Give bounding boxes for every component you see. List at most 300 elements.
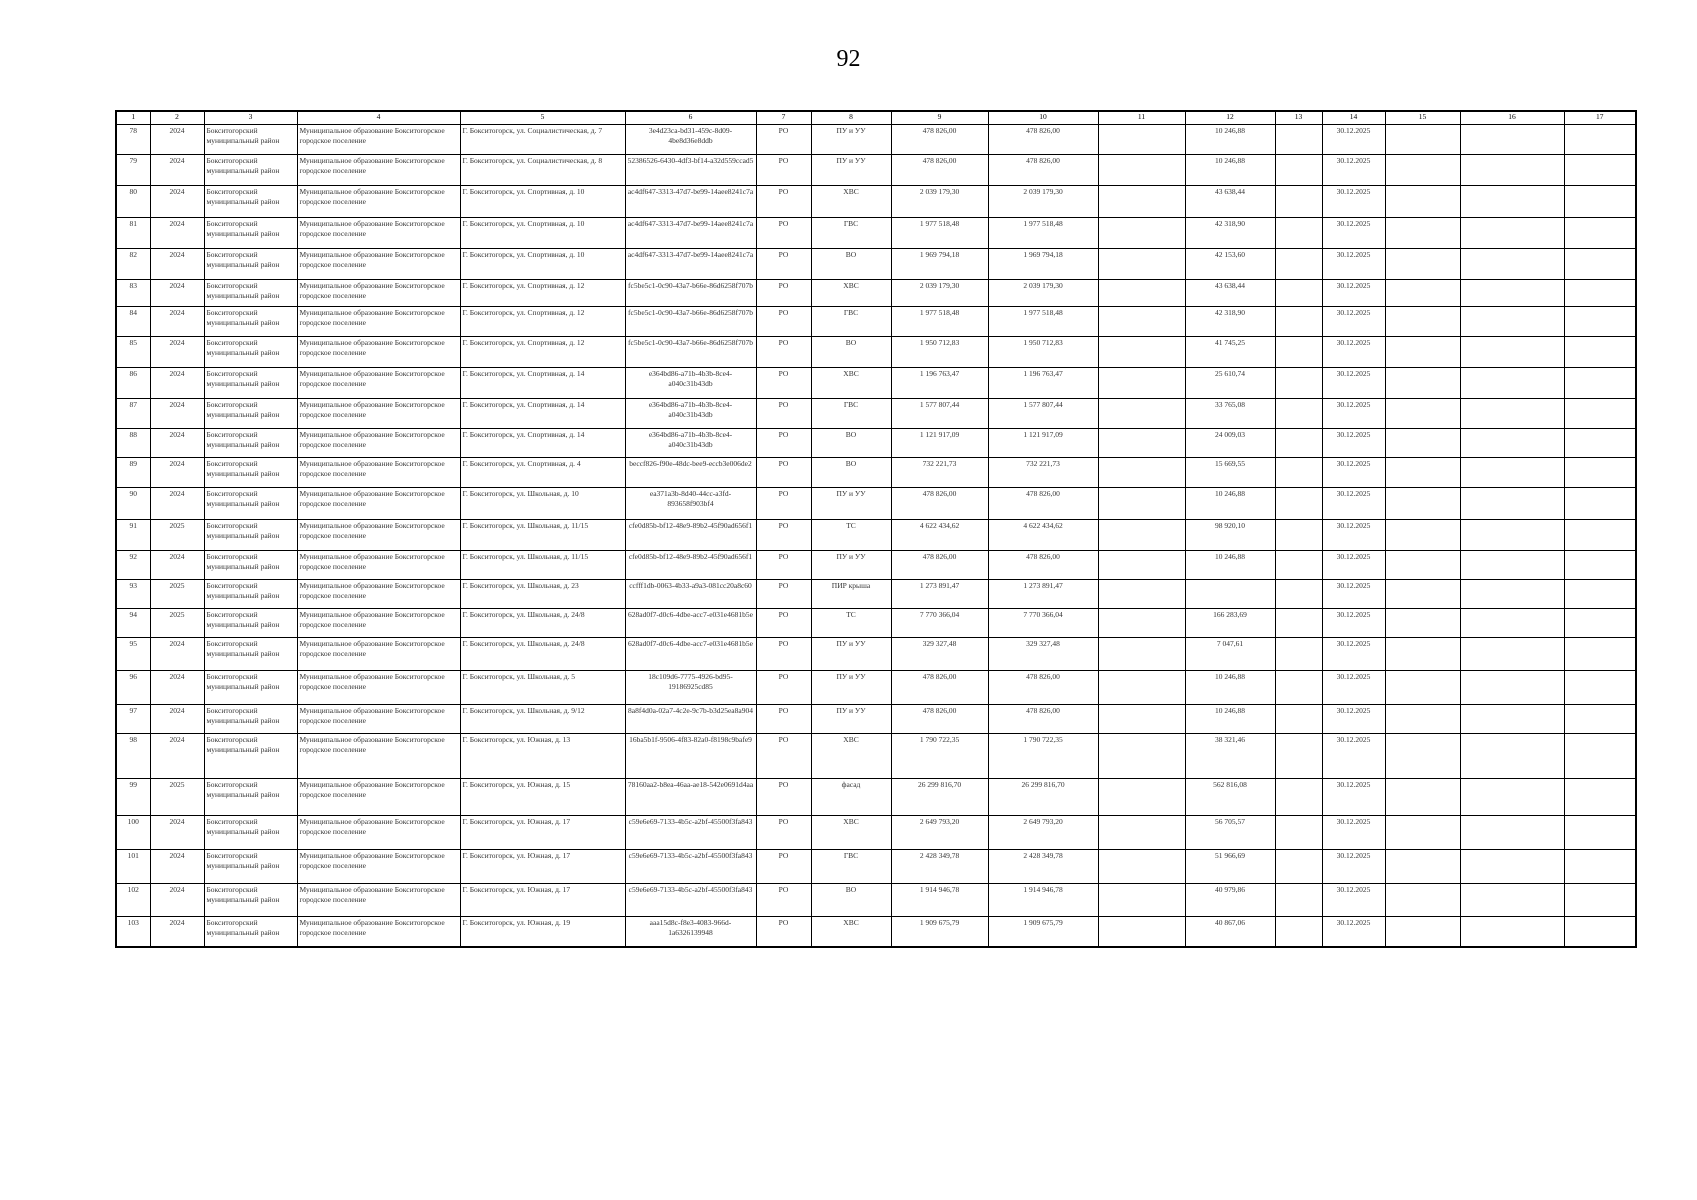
cell-operator: РО: [756, 520, 811, 551]
cell-col-13: [1275, 638, 1322, 671]
cell-fund-cost: 478 826,00: [988, 551, 1098, 580]
cell-col-16: [1460, 917, 1564, 947]
cell-row-number: 85: [116, 337, 150, 368]
cell-col-16: [1460, 520, 1564, 551]
cell-col-11: [1098, 458, 1185, 488]
cell-col-17: [1564, 705, 1636, 734]
cell-row-number: 82: [116, 249, 150, 280]
cell-house-guid: 52386526-6430-4df3-bf14-a32d559ccad5: [625, 155, 756, 186]
cell-col-15: [1385, 917, 1460, 947]
column-header-9: 9: [891, 111, 988, 125]
cell-col-12: 7 047,61: [1185, 638, 1275, 671]
cell-address: Г. Бокситогорск, ул. Южная, д. 17: [460, 850, 625, 884]
cell-col-11: [1098, 884, 1185, 917]
cell-district: Бокситогорский муниципальный район: [204, 186, 297, 218]
cell-year: 2024: [150, 186, 204, 218]
cell-year: 2024: [150, 458, 204, 488]
cell-deadline: 30.12.2025: [1322, 520, 1385, 551]
cell-row-number: 103: [116, 917, 150, 947]
cell-municipality: Муниципальное образование Бокситогорское городское поселение: [297, 609, 460, 638]
cell-address: Г. Бокситогорск, ул. Спортивная, д. 14: [460, 399, 625, 429]
cell-row-number: 86: [116, 368, 150, 399]
cell-total-cost: 478 826,00: [891, 488, 988, 520]
cell-operator: РО: [756, 249, 811, 280]
cell-year: 2024: [150, 155, 204, 186]
table-row: [116, 705, 1636, 734]
cell-total-cost: 26 299 816,70: [891, 779, 988, 816]
cell-municipality: Муниципальное образование Бокситогорское городское поселение: [297, 580, 460, 609]
cell-year: 2025: [150, 520, 204, 551]
cell-col-12: 41 745,25: [1185, 337, 1275, 368]
cell-work-type: ВО: [811, 337, 891, 368]
cell-house-guid: 8a8f4d0a-02a7-4c2e-9c7b-b3d25ea8a904: [625, 705, 756, 734]
cell-year: 2024: [150, 816, 204, 850]
cell-col-13: [1275, 218, 1322, 249]
cell-fund-cost: 1 196 763,47: [988, 368, 1098, 399]
cell-total-cost: 1 914 946,78: [891, 884, 988, 917]
cell-col-15: [1385, 337, 1460, 368]
cell-col-12: 40 867,06: [1185, 917, 1275, 947]
cell-col-13: [1275, 816, 1322, 850]
cell-operator: РО: [756, 458, 811, 488]
cell-col-12: 10 246,88: [1185, 488, 1275, 520]
cell-year: 2024: [150, 917, 204, 947]
column-header-12: 12: [1185, 111, 1275, 125]
cell-col-15: [1385, 280, 1460, 307]
cell-municipality: Муниципальное образование Бокситогорское городское поселение: [297, 917, 460, 947]
cell-col-17: [1564, 280, 1636, 307]
cell-col-16: [1460, 850, 1564, 884]
cell-year: 2024: [150, 671, 204, 705]
cell-col-16: [1460, 609, 1564, 638]
cell-work-type: ХВС: [811, 734, 891, 779]
cell-fund-cost: 1 121 917,09: [988, 429, 1098, 458]
cell-col-16: [1460, 816, 1564, 850]
cell-col-13: [1275, 337, 1322, 368]
table-row: [116, 884, 1636, 917]
cell-fund-cost: 4 622 434,62: [988, 520, 1098, 551]
cell-col-12: 10 246,88: [1185, 705, 1275, 734]
cell-address: Г. Бокситогорск, ул. Спортивная, д. 4: [460, 458, 625, 488]
cell-district: Бокситогорский муниципальный район: [204, 638, 297, 671]
cell-deadline: 30.12.2025: [1322, 125, 1385, 155]
cell-work-type: ГВС: [811, 307, 891, 337]
cell-col-16: [1460, 186, 1564, 218]
cell-col-11: [1098, 186, 1185, 218]
cell-work-type: ГВС: [811, 850, 891, 884]
table-row: [116, 638, 1636, 671]
cell-col-15: [1385, 671, 1460, 705]
cell-row-number: 102: [116, 884, 150, 917]
cell-fund-cost: 1 790 722,35: [988, 734, 1098, 779]
cell-col-17: [1564, 884, 1636, 917]
cell-col-13: [1275, 307, 1322, 337]
cell-house-guid: ac4df647-3313-47d7-be99-14aee8241c7a: [625, 186, 756, 218]
column-header-10: 10: [988, 111, 1098, 125]
cell-col-13: [1275, 520, 1322, 551]
cell-year: 2024: [150, 368, 204, 399]
cell-address: Г. Бокситогорск, ул. Спортивная, д. 14: [460, 368, 625, 399]
cell-house-guid: fc5be5c1-0c90-43a7-b66e-86d6258f707b: [625, 280, 756, 307]
cell-col-11: [1098, 368, 1185, 399]
column-header-2: 2: [150, 111, 204, 125]
cell-col-13: [1275, 399, 1322, 429]
cell-deadline: 30.12.2025: [1322, 429, 1385, 458]
cell-deadline: 30.12.2025: [1322, 458, 1385, 488]
cell-total-cost: 478 826,00: [891, 551, 988, 580]
cell-col-11: [1098, 779, 1185, 816]
cell-operator: РО: [756, 551, 811, 580]
cell-deadline: 30.12.2025: [1322, 280, 1385, 307]
cell-district: Бокситогорский муниципальный район: [204, 368, 297, 399]
cell-address: Г. Бокситогорск, ул. Спортивная, д. 12: [460, 337, 625, 368]
cell-row-number: 98: [116, 734, 150, 779]
cell-operator: РО: [756, 368, 811, 399]
cell-year: 2024: [150, 280, 204, 307]
cell-fund-cost: 1 909 675,79: [988, 917, 1098, 947]
cell-operator: РО: [756, 917, 811, 947]
cell-address: Г. Бокситогорск, ул. Спортивная, д. 10: [460, 249, 625, 280]
cell-fund-cost: 478 826,00: [988, 488, 1098, 520]
cell-municipality: Муниципальное образование Бокситогорское городское поселение: [297, 488, 460, 520]
cell-col-12: 38 321,46: [1185, 734, 1275, 779]
cell-house-guid: 78160aa2-b8ea-46aa-ae18-542e0691d4aa: [625, 779, 756, 816]
cell-row-number: 99: [116, 779, 150, 816]
table-row: [116, 186, 1636, 218]
cell-col-17: [1564, 917, 1636, 947]
cell-year: 2025: [150, 609, 204, 638]
cell-col-17: [1564, 458, 1636, 488]
page-number: 92: [836, 46, 861, 72]
table-row: [116, 218, 1636, 249]
cell-col-16: [1460, 429, 1564, 458]
cell-col-12: 10 246,88: [1185, 155, 1275, 186]
cell-col-13: [1275, 458, 1322, 488]
cell-row-number: 95: [116, 638, 150, 671]
cell-fund-cost: 478 826,00: [988, 155, 1098, 186]
cell-district: Бокситогорский муниципальный район: [204, 850, 297, 884]
column-header-15: 15: [1385, 111, 1460, 125]
cell-municipality: Муниципальное образование Бокситогорское городское поселение: [297, 779, 460, 816]
table-row: [116, 249, 1636, 280]
cell-col-12: 43 638,44: [1185, 280, 1275, 307]
cell-district: Бокситогорский муниципальный район: [204, 917, 297, 947]
cell-municipality: Муниципальное образование Бокситогорское городское поселение: [297, 399, 460, 429]
cell-col-16: [1460, 488, 1564, 520]
table-row: [116, 734, 1636, 779]
column-header-17: 17: [1564, 111, 1636, 125]
cell-address: Г. Бокситогорск, ул. Южная, д. 17: [460, 884, 625, 917]
cell-total-cost: 1 273 891,47: [891, 580, 988, 609]
cell-col-13: [1275, 609, 1322, 638]
cell-row-number: 97: [116, 705, 150, 734]
table-row: [116, 155, 1636, 186]
cell-municipality: Муниципальное образование Бокситогорское городское поселение: [297, 280, 460, 307]
cell-col-12: 51 966,69: [1185, 850, 1275, 884]
cell-deadline: 30.12.2025: [1322, 488, 1385, 520]
cell-year: 2024: [150, 551, 204, 580]
cell-col-16: [1460, 671, 1564, 705]
cell-house-guid: beccf826-f90e-48dc-bee9-eccb3e006de2: [625, 458, 756, 488]
cell-municipality: Муниципальное образование Бокситогорское городское поселение: [297, 705, 460, 734]
cell-district: Бокситогорский муниципальный район: [204, 705, 297, 734]
cell-work-type: ХВС: [811, 917, 891, 947]
cell-house-guid: 3e4d23ca-bd31-459c-8d09-4be8d36e8ddb: [625, 125, 756, 155]
cell-operator: РО: [756, 337, 811, 368]
cell-work-type: ВО: [811, 458, 891, 488]
cell-col-11: [1098, 816, 1185, 850]
cell-fund-cost: 2 039 179,30: [988, 280, 1098, 307]
cell-year: 2025: [150, 779, 204, 816]
cell-col-16: [1460, 368, 1564, 399]
table-row: [116, 488, 1636, 520]
cell-row-number: 94: [116, 609, 150, 638]
cell-fund-cost: 478 826,00: [988, 671, 1098, 705]
cell-col-11: [1098, 155, 1185, 186]
cell-work-type: ВО: [811, 884, 891, 917]
cell-operator: РО: [756, 816, 811, 850]
cell-operator: РО: [756, 307, 811, 337]
table-row: [116, 337, 1636, 368]
cell-district: Бокситогорский муниципальный район: [204, 580, 297, 609]
cell-operator: РО: [756, 488, 811, 520]
cell-municipality: Муниципальное образование Бокситогорское городское поселение: [297, 638, 460, 671]
cell-work-type: ПУ и УУ: [811, 638, 891, 671]
column-header-6: 6: [625, 111, 756, 125]
cell-house-guid: e364bd86-a71b-4b3b-8ce4-a040c31b43db: [625, 429, 756, 458]
cell-work-type: ПИР крыша: [811, 580, 891, 609]
cell-col-11: [1098, 917, 1185, 947]
cell-district: Бокситогорский муниципальный район: [204, 125, 297, 155]
cell-work-type: ХВС: [811, 280, 891, 307]
cell-col-17: [1564, 816, 1636, 850]
cell-total-cost: 1 969 794,18: [891, 249, 988, 280]
cell-col-11: [1098, 850, 1185, 884]
cell-total-cost: 1 577 807,44: [891, 399, 988, 429]
column-header-13: 13: [1275, 111, 1322, 125]
cell-total-cost: 1 977 518,48: [891, 307, 988, 337]
cell-work-type: ПУ и УУ: [811, 705, 891, 734]
cell-work-type: ХВС: [811, 816, 891, 850]
cell-row-number: 78: [116, 125, 150, 155]
cell-operator: РО: [756, 779, 811, 816]
table-row: [116, 609, 1636, 638]
cell-col-17: [1564, 399, 1636, 429]
cell-row-number: 79: [116, 155, 150, 186]
cell-house-guid: ccfff1db-0063-4b33-a9a3-081cc20a8c60: [625, 580, 756, 609]
cell-house-guid: aaa15d8c-f8e3-4083-966d-1a6326139948: [625, 917, 756, 947]
column-header-4: 4: [297, 111, 460, 125]
cell-col-15: [1385, 368, 1460, 399]
cell-operator: РО: [756, 734, 811, 779]
cell-col-17: [1564, 155, 1636, 186]
cell-col-16: [1460, 734, 1564, 779]
cell-col-11: [1098, 734, 1185, 779]
cell-district: Бокситогорский муниципальный район: [204, 779, 297, 816]
cell-fund-cost: 1 950 712,83: [988, 337, 1098, 368]
cell-row-number: 81: [116, 218, 150, 249]
cell-row-number: 92: [116, 551, 150, 580]
cell-col-12: 25 610,74: [1185, 368, 1275, 399]
cell-deadline: 30.12.2025: [1322, 705, 1385, 734]
cell-col-13: [1275, 368, 1322, 399]
cell-house-guid: c59e6e69-7133-4b5c-a2bf-45500f3fa843: [625, 884, 756, 917]
cell-col-12: [1185, 580, 1275, 609]
table-row: [116, 458, 1636, 488]
cell-house-guid: cfe0d85b-bf12-48e9-89b2-45f90ad656f1: [625, 551, 756, 580]
column-header-14: 14: [1322, 111, 1385, 125]
cell-col-17: [1564, 488, 1636, 520]
cell-col-15: [1385, 488, 1460, 520]
table-row: [116, 399, 1636, 429]
cell-row-number: 84: [116, 307, 150, 337]
cell-col-16: [1460, 551, 1564, 580]
cell-fund-cost: 478 826,00: [988, 705, 1098, 734]
cell-col-11: [1098, 671, 1185, 705]
cell-col-17: [1564, 580, 1636, 609]
cell-municipality: Муниципальное образование Бокситогорское городское поселение: [297, 520, 460, 551]
cell-total-cost: 329 327,48: [891, 638, 988, 671]
cell-col-15: [1385, 734, 1460, 779]
cell-address: Г. Бокситогорск, ул. Южная, д. 15: [460, 779, 625, 816]
cell-district: Бокситогорский муниципальный район: [204, 280, 297, 307]
cell-operator: РО: [756, 638, 811, 671]
cell-col-12: 56 705,57: [1185, 816, 1275, 850]
cell-year: 2024: [150, 125, 204, 155]
cell-col-15: [1385, 705, 1460, 734]
cell-fund-cost: 2 428 349,78: [988, 850, 1098, 884]
cell-col-12: 10 246,88: [1185, 551, 1275, 580]
cell-col-16: [1460, 155, 1564, 186]
cell-address: Г. Бокситогорск, ул. Социалистическая, д. 8: [460, 155, 625, 186]
cell-house-guid: c59e6e69-7133-4b5c-a2bf-45500f3fa843: [625, 816, 756, 850]
cell-house-guid: c59e6e69-7133-4b5c-a2bf-45500f3fa843: [625, 850, 756, 884]
cell-house-guid: 18c109d6-7775-4926-bd95-19186925cd85: [625, 671, 756, 705]
cell-operator: РО: [756, 186, 811, 218]
cell-municipality: Муниципальное образование Бокситогорское городское поселение: [297, 125, 460, 155]
cell-total-cost: 1 196 763,47: [891, 368, 988, 399]
cell-col-11: [1098, 337, 1185, 368]
cell-col-13: [1275, 249, 1322, 280]
cell-municipality: Муниципальное образование Бокситогорское городское поселение: [297, 850, 460, 884]
cell-col-17: [1564, 638, 1636, 671]
cell-col-15: [1385, 520, 1460, 551]
cell-col-15: [1385, 249, 1460, 280]
cell-total-cost: 2 649 793,20: [891, 816, 988, 850]
table-row: [116, 280, 1636, 307]
cell-col-16: [1460, 125, 1564, 155]
cell-address: Г. Бокситогорск, ул. Школьная, д. 23: [460, 580, 625, 609]
cell-col-12: 43 638,44: [1185, 186, 1275, 218]
cell-house-guid: e364bd86-a71b-4b3b-8ce4-a040c31b43db: [625, 399, 756, 429]
cell-deadline: 30.12.2025: [1322, 337, 1385, 368]
cell-col-13: [1275, 125, 1322, 155]
cell-year: 2024: [150, 429, 204, 458]
cell-fund-cost: 1 273 891,47: [988, 580, 1098, 609]
cell-col-15: [1385, 429, 1460, 458]
cell-col-11: [1098, 488, 1185, 520]
cell-house-guid: ac4df647-3313-47d7-be99-14aee8241c7a: [625, 249, 756, 280]
cell-operator: РО: [756, 671, 811, 705]
cell-operator: РО: [756, 705, 811, 734]
table-row: [116, 368, 1636, 399]
cell-municipality: Муниципальное образование Бокситогорское городское поселение: [297, 155, 460, 186]
cell-col-11: [1098, 551, 1185, 580]
cell-col-15: [1385, 458, 1460, 488]
cell-municipality: Муниципальное образование Бокситогорское городское поселение: [297, 551, 460, 580]
cell-col-13: [1275, 580, 1322, 609]
cell-deadline: 30.12.2025: [1322, 779, 1385, 816]
cell-work-type: ПУ и УУ: [811, 551, 891, 580]
cell-deadline: 30.12.2025: [1322, 307, 1385, 337]
cell-work-type: фасад: [811, 779, 891, 816]
cell-municipality: Муниципальное образование Бокситогорское городское поселение: [297, 458, 460, 488]
cell-address: Г. Бокситогорск, ул. Школьная, д. 10: [460, 488, 625, 520]
cell-year: 2024: [150, 850, 204, 884]
cell-row-number: 83: [116, 280, 150, 307]
cell-district: Бокситогорский муниципальный район: [204, 337, 297, 368]
cell-col-12: 40 979,86: [1185, 884, 1275, 917]
cell-col-16: [1460, 249, 1564, 280]
cell-col-15: [1385, 779, 1460, 816]
cell-col-11: [1098, 218, 1185, 249]
cell-deadline: 30.12.2025: [1322, 368, 1385, 399]
cell-col-12: 42 318,90: [1185, 218, 1275, 249]
table-body: [116, 125, 1636, 947]
cell-col-13: [1275, 186, 1322, 218]
cell-fund-cost: 7 770 366,04: [988, 609, 1098, 638]
cell-col-11: [1098, 580, 1185, 609]
cell-total-cost: 7 770 366,04: [891, 609, 988, 638]
cell-fund-cost: 26 299 816,70: [988, 779, 1098, 816]
cell-operator: РО: [756, 429, 811, 458]
table-row: [116, 580, 1636, 609]
column-header-11: 11: [1098, 111, 1185, 125]
cell-district: Бокситогорский муниципальный район: [204, 249, 297, 280]
cell-col-11: [1098, 399, 1185, 429]
cell-fund-cost: 1 977 518,48: [988, 218, 1098, 249]
cell-col-11: [1098, 705, 1185, 734]
cell-deadline: 30.12.2025: [1322, 850, 1385, 884]
cell-operator: РО: [756, 580, 811, 609]
cell-col-15: [1385, 307, 1460, 337]
cell-district: Бокситогорский муниципальный район: [204, 551, 297, 580]
cell-total-cost: 478 826,00: [891, 671, 988, 705]
cell-address: Г. Бокситогорск, ул. Спортивная, д. 12: [460, 307, 625, 337]
cell-col-13: [1275, 884, 1322, 917]
cell-address: Г. Бокситогорск, ул. Школьная, д. 5: [460, 671, 625, 705]
cell-year: 2025: [150, 580, 204, 609]
cell-year: 2024: [150, 218, 204, 249]
table-row: [116, 551, 1636, 580]
cell-year: 2024: [150, 638, 204, 671]
cell-col-15: [1385, 218, 1460, 249]
cell-work-type: ПУ и УУ: [811, 671, 891, 705]
cell-col-16: [1460, 580, 1564, 609]
cell-col-16: [1460, 218, 1564, 249]
cell-deadline: 30.12.2025: [1322, 399, 1385, 429]
cell-fund-cost: 1 969 794,18: [988, 249, 1098, 280]
cell-col-17: [1564, 307, 1636, 337]
cell-col-17: [1564, 337, 1636, 368]
cell-work-type: ТС: [811, 520, 891, 551]
cell-col-13: [1275, 734, 1322, 779]
cell-row-number: 101: [116, 850, 150, 884]
cell-row-number: 93: [116, 580, 150, 609]
cell-municipality: Муниципальное образование Бокситогорское городское поселение: [297, 884, 460, 917]
cell-year: 2024: [150, 488, 204, 520]
header-row: [116, 111, 1636, 125]
